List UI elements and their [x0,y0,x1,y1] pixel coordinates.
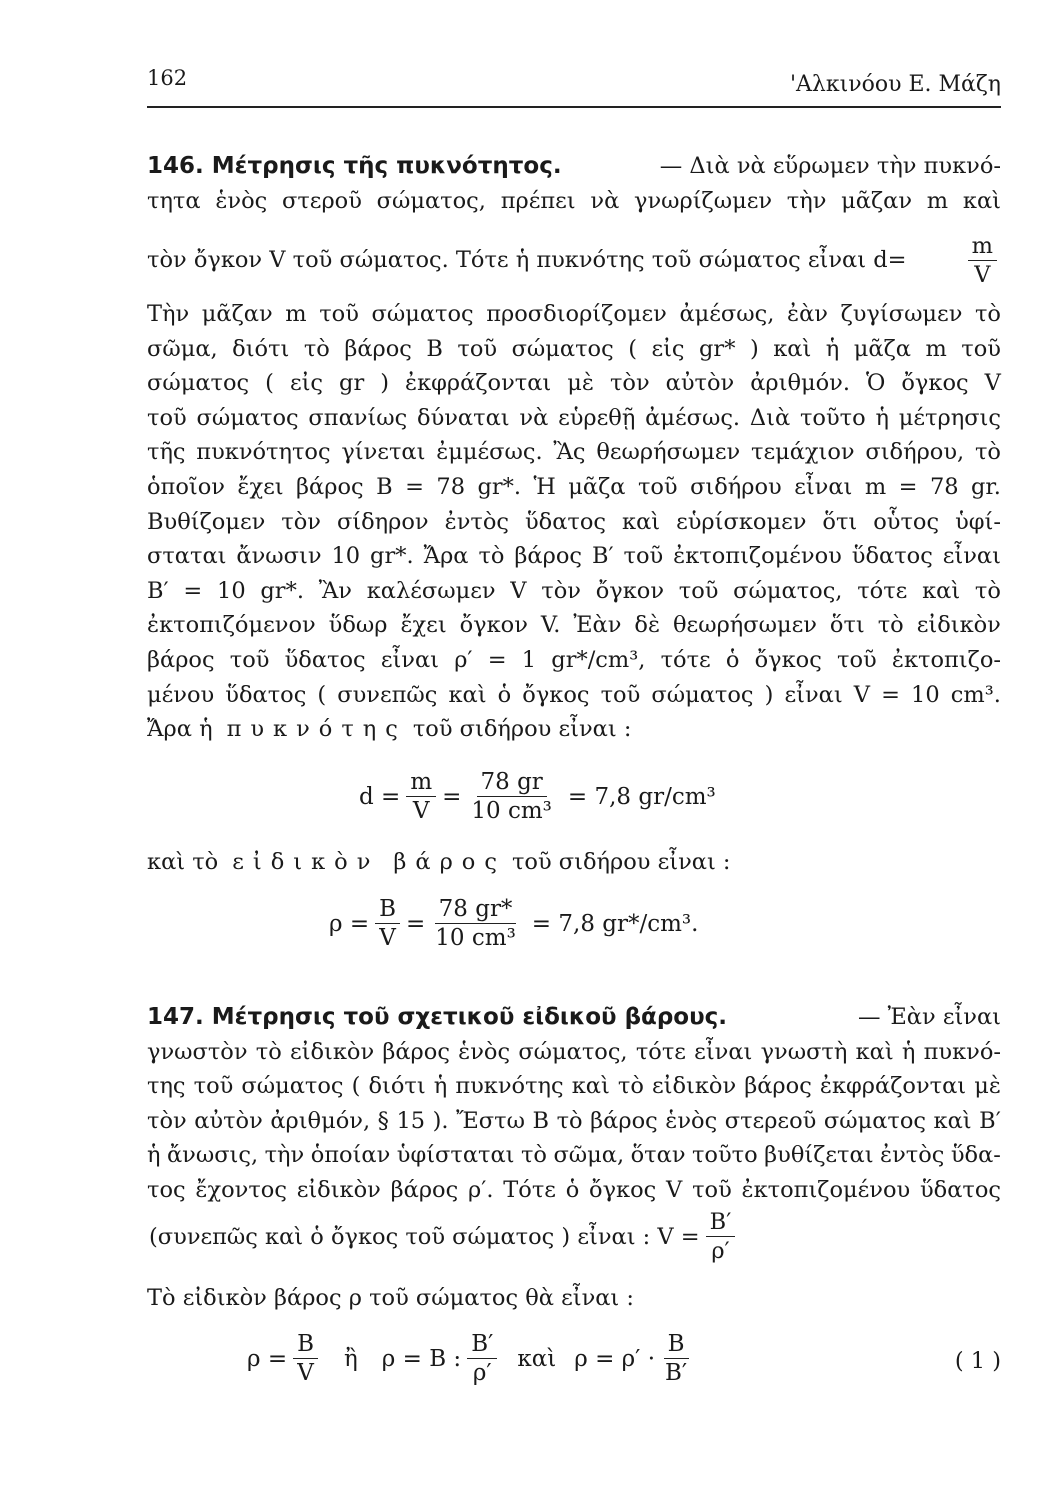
section-147-title: 147. Μέτρησις τοῦ σχετικοῦ εἰδικοῦ βάρους. [147,1004,728,1030]
fraction-denominator: V [297,1360,314,1386]
volume-line [147,1208,739,1265]
text-line: σῶμα, διότι τὸ βάρος B τοῦ σώματος ( εἰς gr* ) καὶ ἡ μᾶζα m τοῦ [147,335,1001,362]
text-line: σώματος ( εἰς gr ) ἐκφράζονται μὲ τὸν αὐτὸν ἀριθμόν. Ὁ ὄγκος V [147,370,1001,397]
fraction-denominator: 10 cm³ [471,798,552,824]
eq-rhs: = 7,8 gr*/cm³. [531,910,699,937]
running-title: 'Αλκινόου Ε. Μάζη [789,72,1001,97]
spaced-word-density: πυκνότης [226,716,407,743]
section-146-heading-line [147,149,1001,184]
fraction-denominator: ρ′ [711,1238,730,1264]
text-line: Βυθίζομεν τὸν σίδηρον ἐντὸς ὕδατος καὶ εὑρίσκομεν ὅτι οὗτος ὑφί- [147,508,1001,535]
text-line: βάρος τοῦ ὕδατος εἶναι ρ′ = 1 gr*/cm³, τότε ὁ ὄγκος τοῦ ἐκτοπιζο- [147,646,1001,673]
spaced-word-weight: βάρος [393,849,506,875]
equation-1 [245,1330,695,1387]
text-line: ἐκτοπιζόμενον ὕδωρ ἔχει ὄγκον V. Ἐὰν δὲ θεωρήσωμεν ὅτι τὸ εἰδικὸν [147,612,1001,639]
fraction-m-over-v [968,232,997,289]
eq-and: καὶ [517,1345,557,1372]
eq-sign: = [442,783,462,810]
section-147 [147,1000,1001,1208]
text-line: τῆς πυκνότητος γίνεται ἐμμέσως. Ἂς θεωρήσωμεν τεμάχιον σιδήρου, τὸ [147,439,1001,466]
eq-rhs: = 7,8 gr/cm³ [567,783,716,810]
eq-lhs: d = [359,783,401,810]
fraction [659,1330,693,1387]
fraction [404,768,438,825]
eq-sign: = [406,910,426,937]
text-line: της τοῦ σώματος ( διότι ἡ πυκνότης καὶ τὸ εἰδικὸν βάρος ἐκφράζονται μὲ [147,1073,1001,1100]
header-rule [147,106,1001,108]
fraction-denominator: 10 cm³ [435,925,516,951]
text-line: τὸν αὐτὸν ἀριθμόν, § 15 ). Ἔστω B τὸ βάρος ἑνὸς στερεοῦ σώματος καὶ B′ [147,1107,1001,1134]
page-number: 162 [147,66,188,90]
text-fragment: καὶ τὸ [147,849,219,875]
fraction-numerator: B [664,1330,689,1359]
fraction [291,1330,320,1387]
equation-specific-weight [327,895,700,952]
eq-part: ρ = ρ′ · [574,1345,656,1372]
section-146 [147,149,1001,218]
fraction-denominator: B′ [665,1360,688,1386]
fraction-denominator: V [412,798,430,824]
fraction-numerator: B [375,895,400,924]
fraction-numerator: B′ [706,1208,736,1237]
density-intro-line [147,712,1001,747]
fraction-numerator: m [406,768,436,797]
text-line: τητα ἑνὸς στεροῦ σώματος, πρέπει νὰ γνωρίζωμεν τὴν μᾶζαν m καὶ [147,187,1001,214]
specific-weight-intro [147,1281,1001,1316]
section-147-heading-line [147,1000,1001,1035]
spaced-word-specific: εἰδικὸν [232,849,380,875]
fraction-denominator: V [379,925,396,951]
text-line: τοῦ σώματος σπανίως δύναται νὰ εὑρεθῇ ἀμέσως. Διὰ τοῦτο ἡ μέτρησις [147,404,1001,431]
text-line: (συνεπῶς καὶ ὁ ὄγκος τοῦ σώματος ) εἶναι : V = [149,1223,700,1250]
fraction [465,768,558,825]
fraction-numerator: m [968,232,997,261]
eq-part: ρ = B : [381,1345,462,1372]
text-line: τὸν ὄγκον V τοῦ σώματος. Τότε ἡ πυκνότης τοῦ σώματος εἶναι d= [147,247,907,274]
eq-or: ἢ [344,1345,358,1372]
equation-number: ( 1 ) [954,1348,1001,1374]
fraction [465,1330,499,1387]
text-line: Τὸ εἰδικὸν βάρος ρ τοῦ σώματος θὰ εἶναι : [147,1285,634,1311]
weight-intro-line [147,845,1001,880]
fraction-b-prime-over-rho-prime [704,1208,738,1265]
text-line: — Ἐὰν εἶναι [857,1004,1001,1030]
section-146-body [147,297,1001,747]
fraction-numerator: 78 gr* [435,895,517,924]
section-146-title: 146. Μέτρησις τῆς πυκνότητος. [147,153,562,179]
text-fragment: Ἄρα ἡ [147,716,213,743]
eq-part: ρ = [247,1345,288,1372]
text-fragment: τοῦ σιδήρου εἶναι : [412,716,632,743]
fraction-numerator: B′ [467,1330,497,1359]
text-line: τος ἔχοντος εἰδικὸν βάρος ρ′. Τότε ὁ ὄγκος V τοῦ ἐκτοπιζομένου ὕδατος [147,1176,1001,1203]
text-line: ἡ ἄνωσις, τὴν ὁποίαν ὑφίσταται τὸ σῶμα, ὅταν τοῦτο βυθίζεται ἐντὸς ὕδα- [147,1142,1001,1169]
weight-intro [147,845,1001,880]
text-line: ὁποῖον ἔχει βάρος B = 78 gr*. Ἡ μᾶζα τοῦ σιδήρου εἶναι m = 78 gr. [147,473,1001,500]
fraction-denominator: V [974,262,991,288]
equation-density [357,768,718,825]
text-line: B′ = 10 gr*. Ἂν καλέσωμεν V τὸν ὄγκον τοῦ σώματος, τότε καὶ τὸ [147,577,1001,604]
text-fragment: τοῦ σιδήρου εἶναι : [511,849,731,875]
text-line: Τὴν μᾶζαν m τοῦ σώματος προσδιορίζομεν ἀμέσως, ἐὰν ζυγίσωμεν τὸ [147,301,1001,327]
fraction [429,895,522,952]
density-definition-line [147,232,1001,289]
fraction [373,895,402,952]
fraction-numerator: 78 gr [477,768,547,797]
fraction-numerator: B [293,1330,318,1359]
eq-lhs: ρ = [329,910,370,937]
fraction-denominator: ρ′ [472,1360,492,1386]
text-line: μένου ὕδατος ( συνεπῶς καὶ ὁ ὄγκος τοῦ σώματος ) εἶναι V = 10 cm³. [147,681,1001,708]
text-line: — Διὰ νὰ εὕρωμεν τὴν πυκνό- [659,153,1001,179]
text-line: γνωστὸν τὸ εἰδικὸν βάρος ἑνὸς σώματος, τότε εἶναι γνωστὴ καὶ ἡ πυκνό- [147,1038,1001,1065]
text-line: σταται ἄνωσιν 10 gr*. Ἄρα τὸ βάρος B′ τοῦ ἐκτοπιζομένου ὕδατος εἶναι [147,543,1001,570]
